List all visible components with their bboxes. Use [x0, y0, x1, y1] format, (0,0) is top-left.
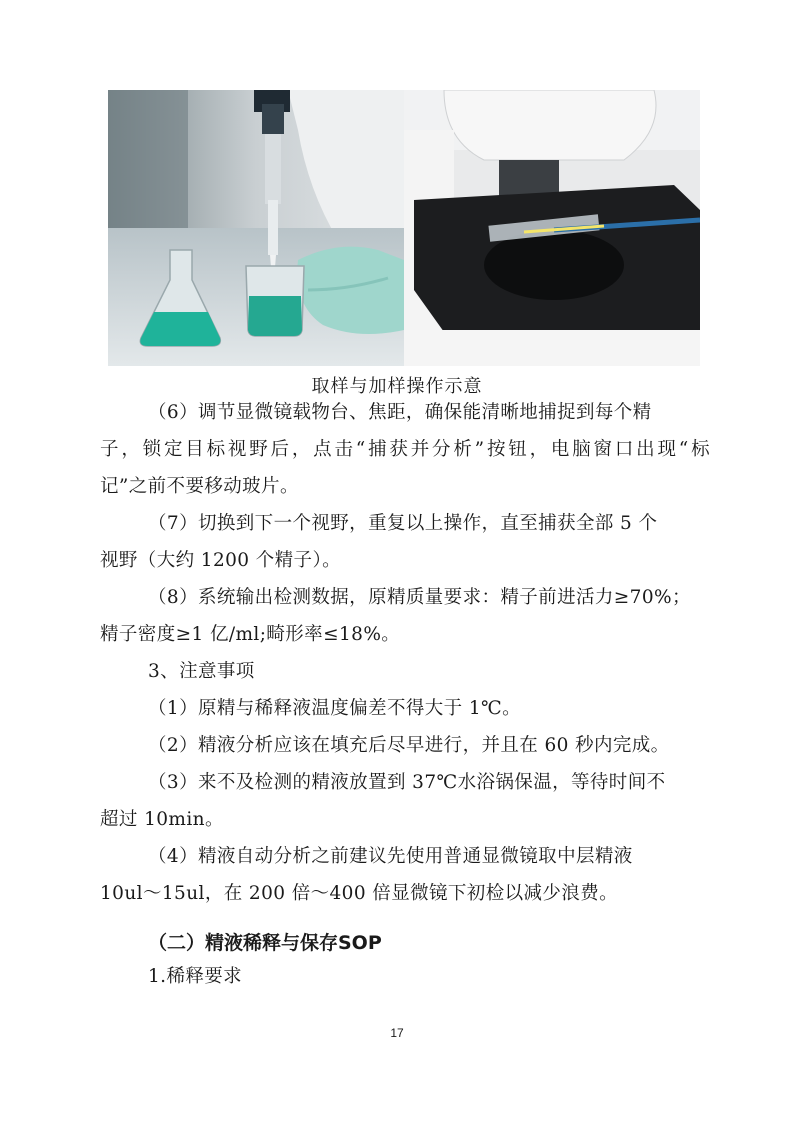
- paragraph-8-line-2: 精子密度≥1 亿/ml;畸形率≤18%。: [100, 624, 401, 645]
- paragraph-7-line-2: 视野（大约 1200 个精子）。: [100, 550, 341, 571]
- note-4-line-2: 10ul～15ul，在 200 倍～400 倍显微镜下初检以减少浪费。: [100, 883, 619, 904]
- note-4-line-1: （4）精液自动分析之前建议先使用普通显微镜取中层精液: [148, 846, 633, 867]
- microscope-stage-photo: [404, 90, 700, 366]
- note-3-line-1: （3）来不及检测的精液放置到 37℃水浴锅保温，等待时间不: [148, 772, 666, 793]
- paragraph-8-line-1: （8）系统输出检测数据，原精质量要求：精子前进活力≥70%；: [148, 587, 691, 608]
- subheading: 1.稀释要求: [148, 966, 243, 987]
- paragraph-7-line-1: （7）切换到下一个视野，重复以上操作，直至捕获全部 5 个: [148, 513, 658, 534]
- page-number: 17: [390, 1026, 404, 1040]
- figure-caption: 取样与加样操作示意: [311, 376, 483, 397]
- note-3-line-2: 超过 10min。: [100, 809, 224, 830]
- pipette-flasks-photo: [108, 90, 404, 366]
- note-2: （2）精液分析应该在填充后尽早进行，并且在 60 秒内完成。: [148, 735, 670, 756]
- paragraph-6-line-3: 记”之前不要移动玻片。: [100, 476, 299, 497]
- paragraph-6-line-1: （6）调节显微镜载物台、焦距，确保能清晰地捕捉到每个精: [148, 402, 652, 423]
- paragraph-6-line-2: 子，锁定目标视野后，点击“捕获并分析”按钮，电脑窗口出现“标: [100, 439, 710, 460]
- note-1: （1）原精与稀释液温度偏差不得大于 1℃。: [148, 698, 522, 719]
- section-heading: （二）精液稀释与保存SOP: [148, 932, 382, 954]
- section-3-title: 3、注意事项: [148, 661, 255, 682]
